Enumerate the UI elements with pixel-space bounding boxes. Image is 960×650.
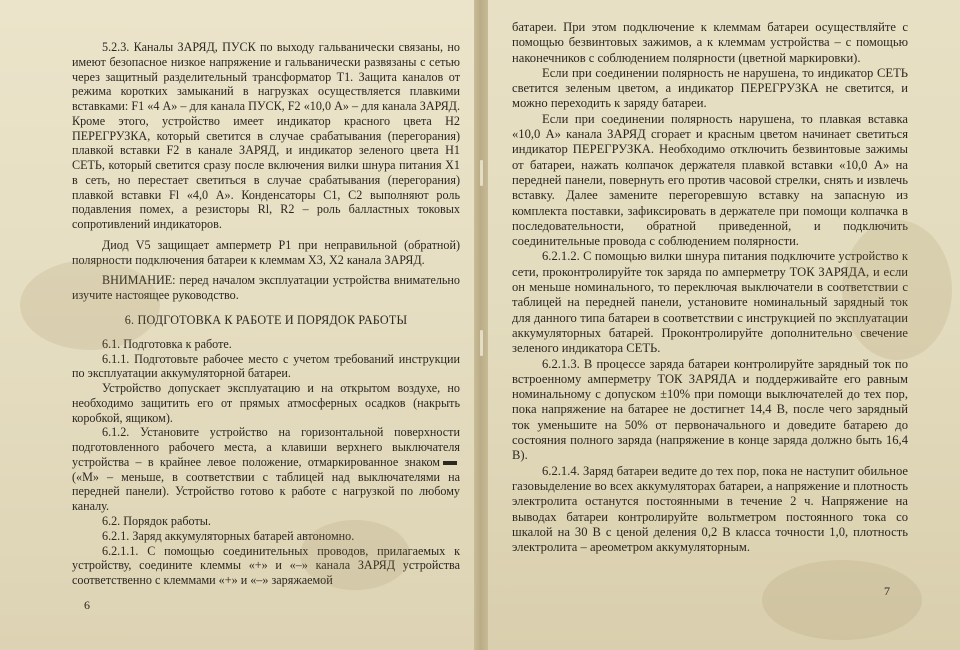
paragraph-6-2: 6.2. Порядок работы. <box>102 513 211 528</box>
paragraph-5-2-3: 5.2.3. Каналы ЗАРЯД, ПУСК по выходу гальванически связаны, но имеют безопасное низкое напряжение и гальванически развязаны с сетью через защитный разделительный трансформатор Т1. Защита каналов от режима коротких замыканий в нагрузках осуществляется плавкими вставками: F1 «4 А» – для канала ПУСК, F2 «10,0 А» – для канала ЗАРЯД. Кроме этого, устройство имеет индикатор красного цвета Н2 ПЕРЕГРУЗКА, который светится в случае срабатывания (перегорания) плавкой вставки F2 в канале ЗАРЯД, и индикатор зеленого цвета Н1 СЕТЬ, который светится сразу после включения вилки шнура питания Х1 в сеть, но перестает светиться в случае срабатывания (перегорания) плавкой вставки Fl «4,0 А». Конденсаторы С1, С2 выполняют роль подавления помех, а резисторы Rl, R2 – роль балластных токовых сопротивлений индикаторов. <box>72 40 460 232</box>
paper-stain <box>300 520 410 590</box>
minus-mark-icon <box>443 461 457 465</box>
paragraph-6-2-1-2: 6.2.1.2. С помощью вилки шнура питания подключите устройство к сети, проконтролируйте ток заряда по амперметру ТОК ЗАРЯДА, и если он меньше номинального, то переключая выключатели в соответствии с таблицей на передней панели, установите номинальный зарядный ток для данного типа батареи в соответствии с инструкцией по эксплуатации аккумуляторных батарей. Проконтролируйте дополнительно свечение зеленого индикатора СЕТЬ. <box>512 249 908 356</box>
page-number-right: 7 <box>884 584 890 598</box>
paragraph-6-2-1-4: 6.2.1.4. Заряд батареи ведите до тех пор, пока не наступит обильное газовыделение во всех аккумуляторах батареи, а напряжение и плотность электролита останутся постоянными в течение 2 ч. Напряжение на выводах батареи контролируйте вольтметром постоянного тока со шкалой на 30 В с ценой деления 0,2 В класса точности 1,0, плотность электролита – ареометром аккумуляторным. <box>512 463 908 555</box>
right-page <box>482 0 960 650</box>
paragraph-diode: Диод V5 защищает амперметр Р1 при неправильной (обратной) полярности подключения батареи к клеммам Х3, Х2 канала ЗАРЯД. <box>72 237 460 267</box>
spine-fold <box>474 0 488 650</box>
paragraph-6-1: 6.1. Подготовка к работе. <box>102 336 232 351</box>
left-page <box>0 0 478 650</box>
page-number-left: 6 <box>84 598 90 612</box>
paragraph-6-1-1: 6.1.1. Подготовьте рабочее место с учетом требований инструкции по эксплуатации аккумуляторной батареи. <box>72 351 460 381</box>
paper-stain <box>762 560 922 640</box>
paragraph-warning: ВНИМАНИЕ: перед началом эксплуатации устройства внимательно изучите настоящее руководство. <box>72 273 460 303</box>
paper-stain <box>842 220 952 360</box>
paragraph-polarity-wrong: Если при соединении полярность нарушена, то плавкая вставка «10,0 А» канала ЗАРЯД сгорает и красным цветом начинает светиться индикатор ПЕРЕГРУЗКА. Необходимо отключить безвинтовые зажимы от батареи, нажать колпачок держателя плавкой вставки «10,0 А» на передней панели, повернуть его против часовой стрелки, снять и извлечь вставку. Далее замените перегоревшую вставку на запасную из комплекта поставки, зафиксировать в держателе при помощи колпачка в последовательности, обратной приведенной, и подключить соединительные провода с соблюдением полярности. <box>512 111 908 249</box>
paragraph-6-1-2-tail: («М» – меньше, в соответствии с таблицей над выключателями на передней панели). Устройство готово к работе с нагрузкой по любому каналу. <box>72 469 460 514</box>
paragraph-6-2-1-1: 6.2.1.1. С помощью соединительных проводов, прилагаемых к устройству, соедините клеммы «+» и «–» канала ЗАРЯД устройства соответственно с клеммами «+» и «–» заряжаемой <box>72 543 460 588</box>
paragraph-6-2-1-3: 6.2.1.3. В процессе заряда батареи контролируйте зарядный ток по встроенному амперметру ТОК ЗАРЯДА и поддерживайте его равным номинальному с допуском ±10% при помощи выключателей до тех пор, пока напряжение на батарее не достигнет 14,4 В, после чего зарядный ток уменьшите на 50% от первоначального и доведите батарею до состояния полного заряда (напряжение в конце заряда должно быть 16,4 В). <box>512 356 908 463</box>
paragraph-outdoor: Устройство допускает эксплуатацию и на открытом воздухе, но необходимо защитить его от прямых атмосферных осадков (накрыть коробкой, ящиком). <box>72 381 460 425</box>
section-heading: 6. ПОДГОТОВКА К РАБОТЕ И ПОРЯДОК РАБОТЫ <box>124 313 408 328</box>
paper-stain <box>20 260 160 350</box>
paragraph-6-1-2-text: 6.1.2. Установите устройство на горизонтальной поверхности подготовленного рабочего места, а клавиши верхнего выключателя устройства – в крайнее левое положение, отмаркированное знаком <box>72 425 460 469</box>
paragraph-6-1-2 <box>72 425 460 514</box>
paragraph-polarity-ok: Если при соединении полярность не нарушена, то индикатор СЕТЬ светится зеленым цветом, а индикатор ПЕРЕГРУЗКА не светится, и можно переходить к заряду батареи. <box>512 65 908 111</box>
staple <box>480 330 483 356</box>
paragraph-continued: батареи. При этом подключение к клеммам батареи осуществляйте с помощью безвинтовых зажимов, а к клеммам устройства – с помощью наконечников с соблюдением полярности (цветной маркировки). <box>512 20 908 65</box>
paragraph-6-2-1: 6.2.1. Заряд аккумуляторных батарей автономно. <box>102 528 355 543</box>
staple <box>480 160 483 186</box>
